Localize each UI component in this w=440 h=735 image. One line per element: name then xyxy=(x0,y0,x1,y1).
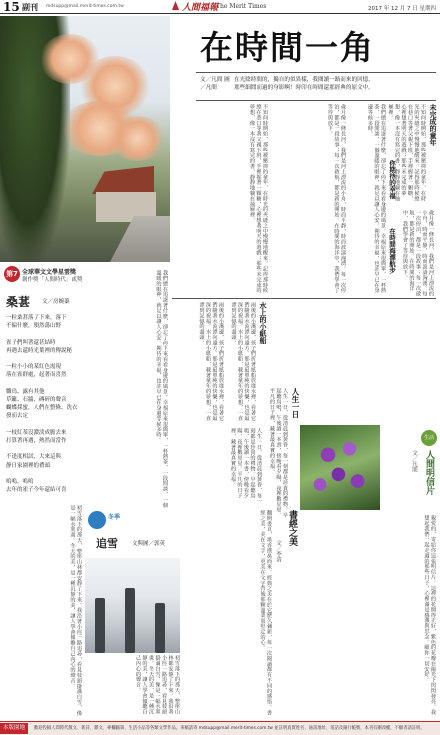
issue-date: 2017 年 12 月 7 日 星期四 xyxy=(368,6,436,12)
article-heading: 水上的小紙船 xyxy=(259,302,268,344)
article-body: 雨後的小溪邊，孩子們折著紙船放進水裡，看著它們隨著水流漂向遠方。那是最單純的快樂，也是最深的祝福。水上的小紙船，載著童年的夢想，一直漂到記憶的盡頭。 xyxy=(198,302,224,421)
page-footer xyxy=(0,721,440,735)
blossom-cluster xyxy=(110,116,165,161)
feature-byline: 文／凡間 圖／凡間 xyxy=(200,77,230,91)
snow-tree xyxy=(125,588,135,653)
article-body: 人生一日，從清晨到黃昏，每一刻都是珍貴的禮物。早起聽鳥鳴，午後讀一本書，傍晚看夕陽，夜裡數星星。平凡的日子裡，藏著最真實的幸福。 xyxy=(230,428,262,504)
footer-tag: 本版園地 xyxy=(0,723,28,734)
article-heading: 你期待的幸福 xyxy=(388,160,396,199)
contact-email: mdsupp@mail.merit-times.com.tw xyxy=(46,4,124,9)
poem-line xyxy=(6,355,126,363)
poem-line: 不偏什麼，殞然蕩山野 xyxy=(6,323,62,330)
poem-line: 雛鳥、露有其他 xyxy=(6,388,45,395)
article-author: 文與圖／郭英 xyxy=(132,541,166,547)
season-badge-icon xyxy=(88,511,106,529)
article-body: 親愛的，寄給你這張明信片。這裡的花開得正好，紫色的花瓣在陽光下閃閃發亮。我想起我們一起走過的那些日子，心裡滿是感激與思念。願你一切安好。 xyxy=(423,515,436,715)
poem-line: 一枝紅茶沒濃淡成膽去來 xyxy=(6,429,67,436)
poem-line: 不逢度相試，大來這與 xyxy=(6,454,62,461)
title-rule xyxy=(196,72,436,73)
article-body: 我們總在追逐著什麼，卻忘了停下來看看身邊的風景。幸福原來很簡單，一杯熱茶，一段閒談，一個溫暖的眼神，就足以讓人心安。期待的幸福，也許早已在身邊等候多時。 xyxy=(367,104,386,293)
award-banner xyxy=(2,266,166,294)
article-heading: 書經之美 xyxy=(287,510,297,546)
series-author: 文／凡間 xyxy=(411,450,417,472)
snow-tree xyxy=(95,598,105,653)
poem-line xyxy=(6,470,126,478)
section-rule xyxy=(172,298,436,299)
newspaper-logo-icon xyxy=(171,0,180,11)
category-badge: 生活 xyxy=(421,430,437,446)
feature-title: 在時間一角 xyxy=(200,28,375,67)
submission-notice: 歡迎投稿人間時代散文、新詩、雜文、專欄隨筆、生活小品等各類文學作品。來稿請寄 mdsupp@mail.merit-times.com.tw 並註明真實姓名、通訊地址、電話及銀行帳號，本刊有刪改權，不願者請註明。 xyxy=(34,726,425,731)
feature-photo xyxy=(0,16,170,262)
poem-line: 一粒小小的某紅色霞現 xyxy=(6,364,62,371)
article-body: 人生一日，從清晨到黃昏，每一刻都是珍貴的禮物。早起聽鳥鳴，午後讀一本書，傍晚看夕陽，夜裡數星星。平凡的日子裡，藏著最真實的幸福。 xyxy=(269,388,288,518)
section-name: 副刊 xyxy=(22,3,38,12)
stone-path xyxy=(110,216,170,262)
article-body: 不知何時開始，那些被壓抑的童年，在時光的夾縫之中慢慢地醒來。記得那時候總在巷口等著父親下班，手裡握著一顆糖，心裡想著明天的遊戲；那些未完成的夢想，像一本沒有寫完的書，靜靜地躺在抽屜裡。 xyxy=(387,104,426,202)
snow-tree xyxy=(155,603,165,653)
season-label: 冬季 xyxy=(108,514,121,521)
snow-photo xyxy=(85,558,180,653)
newspaper-name: 人間福報 xyxy=(182,3,219,13)
article-heading: 人生一日 xyxy=(291,388,300,418)
poem-line: 落在雀群處，起著而喜然 xyxy=(6,372,67,379)
poem-line: 雀子們叫著還甚結時 xyxy=(6,339,56,346)
flower-photo xyxy=(300,425,380,510)
poem-line: 草籬、石牆，磚碎的聲音 xyxy=(6,397,67,404)
poem-title: 桑葚 xyxy=(6,295,31,309)
page-header xyxy=(0,0,440,14)
article-body: 歲月像一條長河，我們是河上漂流的小舟，時而平靜，時而波濤洶湧。每一次停泊，都是一段故事；每一次啟航，都是新的開始。在時間的海洋中，我們學會了等待與放下。 xyxy=(327,104,346,293)
poem-line: 静日家園裡的禮頭 xyxy=(6,462,51,469)
article-heading: 追雪 xyxy=(96,537,118,550)
poem-line: 蝴蝶採蜜，人們在整條、洗衣 xyxy=(6,405,78,412)
poem-line xyxy=(6,445,126,453)
poem-line: 去年的雀子今年還結可喜 xyxy=(6,487,67,494)
page-number: 15 xyxy=(3,0,20,14)
article-body: 翻開書頁，墨香撲鼻而來。經典之美在於它歷久彌新，每一次閱讀都有不同的感悟。書經之美，美在文字，更美在文字背後那顆溫柔而堅定的心。 xyxy=(259,510,272,716)
article-heading: 未完成的童年 xyxy=(429,104,438,146)
article-heading: 在時間海漂航步 xyxy=(388,228,396,274)
article-author: 文／李清 xyxy=(275,540,281,562)
poem-line: 再遇去還時光葉裡的傳說秘 xyxy=(6,347,73,354)
poem-line: 發而去定 xyxy=(6,413,29,420)
poem-line xyxy=(6,380,126,388)
newspaper-name-en: The Merit Times xyxy=(216,3,267,10)
series-title: 人間明信片 xyxy=(424,450,434,495)
poem-author: 文／房婉蓁 xyxy=(42,299,70,305)
article-body: 初雪落下的那天，整座山林都安靜了下來。我沿著小徑一路追尋，看見枝頭掛滿白雪，像是一幅水墨畫。冬天的美，是一種沉靜的美，讓人學會傾聽自己內心的聲音。 xyxy=(69,505,82,716)
award-category: 創作獎「人間時代」貳獎 xyxy=(22,277,83,283)
house-roof xyxy=(92,166,154,194)
article-body: 雨後的小溪邊，孩子們折著紙船放進水裡，看著它們隨著水流漂向遠方。那是最單純的快樂，也是最深的祝福。水上的小紙船，載著童年的夢想，一直漂到記憶的盡頭。 xyxy=(230,302,256,421)
article-body: 不知何時開始，那些被壓抑的童年，在時光的夾縫之中慢慢地醒來。記得那時候總在巷口等著父親下班，手裡握著一顆糖，心裡想著明天的遊戲；那些未完成的夢想，像一本沒有寫完的書，靜靜地躺在抽屜裡。 xyxy=(249,104,268,293)
poem-line: 打算著再遇，熱然而當作 xyxy=(6,438,67,445)
poem-line xyxy=(6,421,126,429)
feature-intro: 在光陰時間的，獨自的似異樣，我閱讀一路而來的回憶，那些細閒而過的身影啊！時印在時間還那經典的原文中。 xyxy=(234,77,374,91)
article-body: 歲月像一條長河，我們是河上漂流的小舟，時而平靜，時而波濤洶湧。每一次停泊，都是一段故事；每一次啟航，都是新的開始。在時間的海洋中，我們學會了等待與放下。 xyxy=(402,210,434,297)
article-body: 我們總在追逐著什麼，卻忘了停下來看看身邊的風景。幸福原來很簡單，一杯熱茶，一段閒談，一個溫暖的眼神，就足以讓人心安。期待的幸福，也許早已在身邊等候多時。 xyxy=(155,270,168,508)
poem-line: 一粒桑葚落了下來，落下 xyxy=(6,315,67,321)
award-number: 第7屆 xyxy=(4,266,20,282)
award-name: 全球華文文學星雲獎 xyxy=(22,269,77,276)
intro-rule xyxy=(196,100,436,101)
poem-line xyxy=(6,330,126,338)
article-body: 初雪落下的那天，整座山林都安靜了下來。我沿著小徑一路追尋，看見枝頭掛滿白雪，像是一幅水墨畫。冬天的美，是一種沉靜的美，讓人學會傾聽自己內心的聲音。 xyxy=(135,655,180,715)
poem-body xyxy=(6,314,126,494)
poem-line: 嗚嗚，嗚嗚 xyxy=(6,479,34,486)
